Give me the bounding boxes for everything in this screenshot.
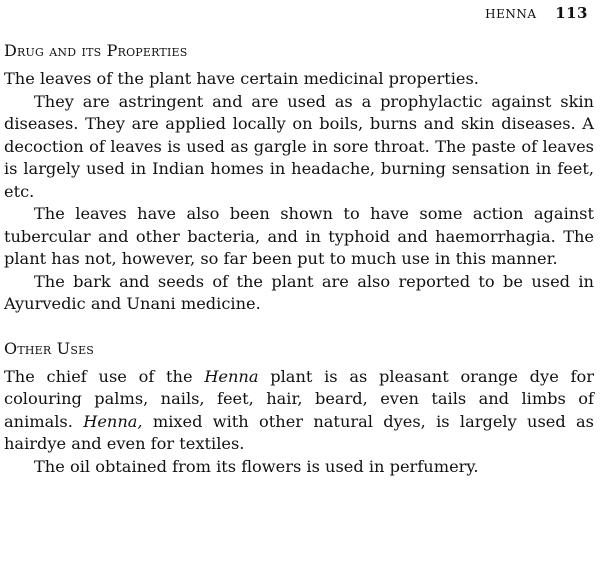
paragraph: They are astringent and are used as a prophylactic against skin diseases. They are applied locally on boils, burns and skin diseases. A decoction of leaves is used as gargle in sore throat. The paste of leaves is largely used in Indian homes in headache, burning sensation in feet, etc. (4, 91, 594, 201)
text-run: plant is as pleasant orange dye for colouring palms, nails, feet, hair, beard, even tails and limbs of animals. (4, 366, 594, 431)
paragraph (4, 366, 594, 456)
page-body (4, 40, 594, 478)
paragraph: The leaves of the plant have certain medicinal properties. (4, 69, 479, 88)
section-heading-other-uses: Other Uses (4, 338, 95, 358)
paragraph: The bark and seeds of the plant are also reported to be used in Ayurvedic and Unani medicine. (4, 271, 594, 313)
section-heading-drug-properties: Drug and its Properties (4, 41, 188, 60)
section-gap (4, 316, 594, 338)
text-run: The chief use of the (4, 366, 205, 386)
paragraph: The leaves have also been shown to have some action against tubercular and other bacteria, and in typhoid and haemorrhagia. The plant has not, however, so far been put to much use in this manner. (4, 204, 594, 268)
running-header (485, 4, 588, 22)
text-run: mixed with other natural dyes, is largely used as hairdye and even for textiles. (4, 411, 594, 453)
page-number: 113 (555, 4, 588, 22)
paragraph: The oil obtained from its flowers is used in perfumery. (34, 456, 479, 476)
italic-term: Henna (204, 366, 259, 386)
running-title: HENNA (485, 7, 537, 21)
italic-term: Henna, (83, 411, 143, 431)
